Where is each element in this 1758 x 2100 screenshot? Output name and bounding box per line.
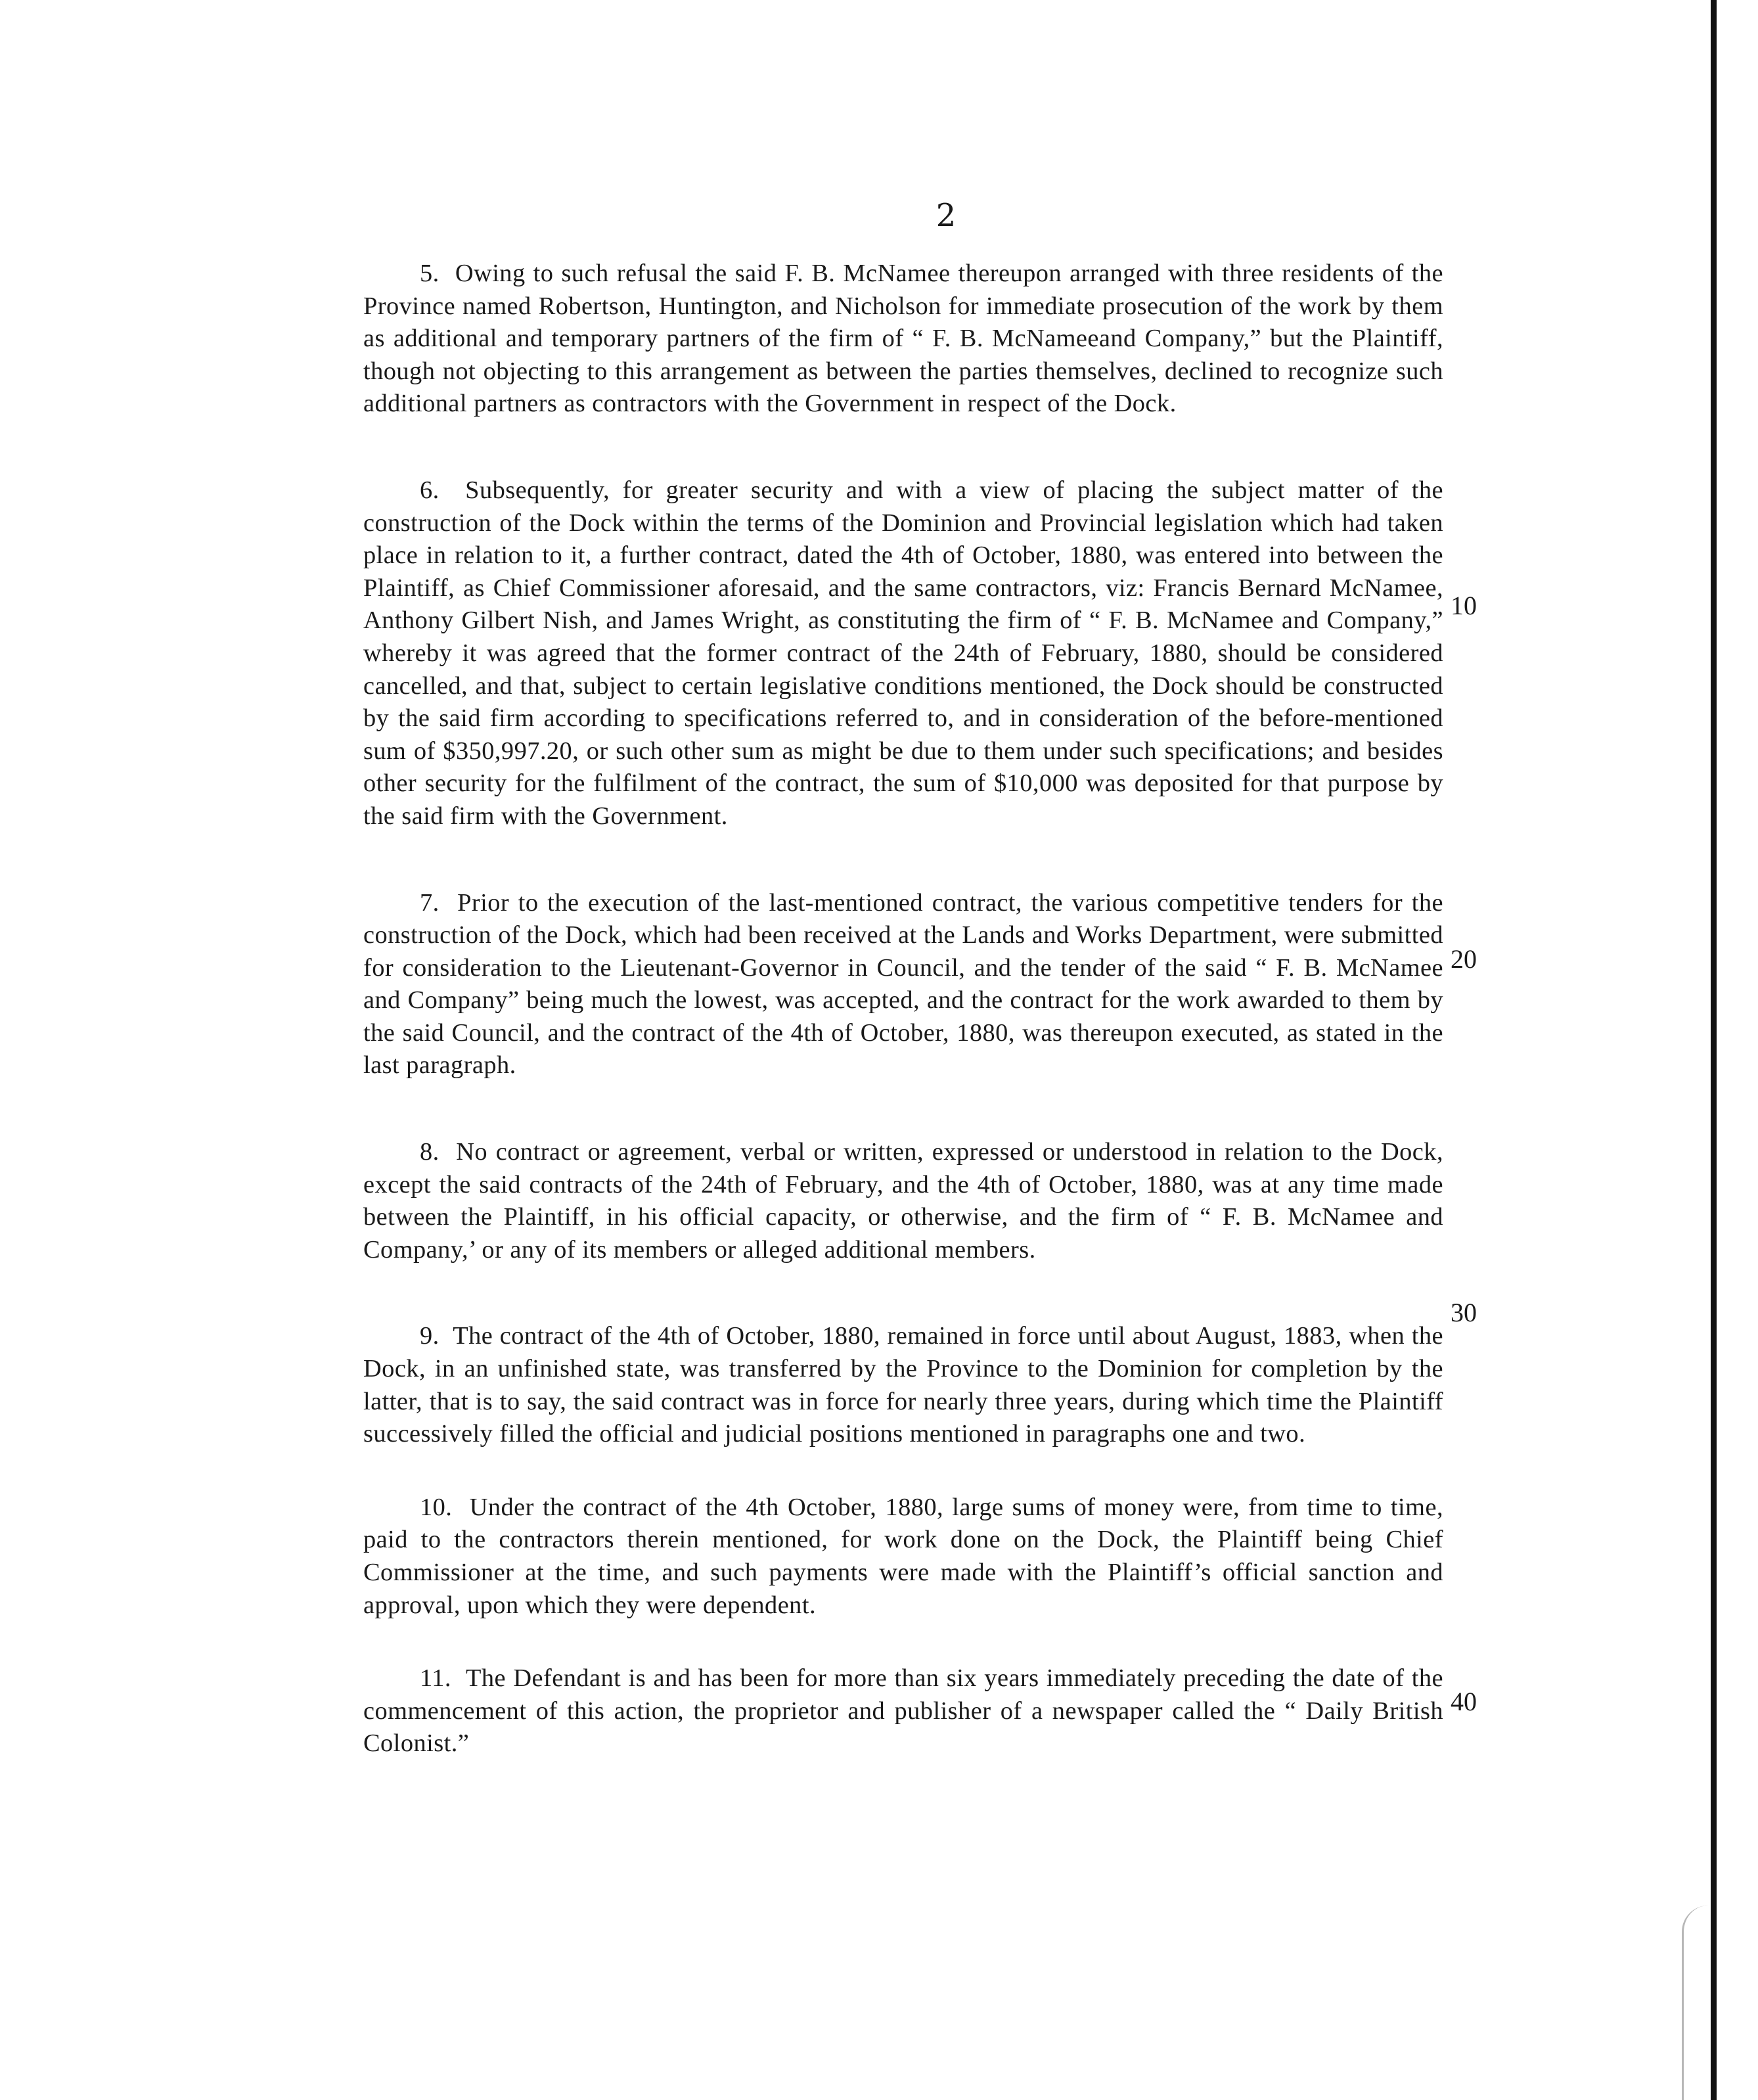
- paragraph-9: [363, 1320, 1443, 1450]
- paragraph-text: Owing to such refusal the said F. B. McNamee thereupon arranged with three residents of the Province named Robertson, Huntington, and Nicholson for immediate prosecution of the work by them as additional and temporary partners of the firm of “ F. B. McNameeand Company,” but the Plaintiff, though not objecting to this arrangement as between the parties themselves, declined to recognize such additional partners as contractors with the Government in respect of the Dock.: [363, 260, 1443, 418]
- paragraph-7: [363, 887, 1443, 1083]
- paragraph-11: [363, 1662, 1443, 1760]
- paragraph-number: 5.: [420, 260, 440, 287]
- margin-line-number: 40: [1451, 1687, 1477, 1716]
- paragraph-text: Under the contract of the 4th October, 1880, large sums of money were, from time to time, paid to the contractors therein mentioned, for work done on the Dock, the Plaintiff being Chief Commissioner at the time, and such payments were made with the Plaintiff’s official sanction and approval, upon which they were dependent.: [363, 1493, 1443, 1619]
- margin-line-number: 20: [1451, 944, 1477, 974]
- paragraph-number: 10.: [420, 1493, 453, 1521]
- paragraph-text: No contract or agreement, verbal or written, expressed or understood in relation to the Dock, except the said contracts of the 24th of February, and the 4th of October, 1880, was at any time made between the Plaintiff, in his official capacity, or otherwise, and the firm of “ F. B. McNamee and Company,’ or any of its members or alleged additional members.: [363, 1138, 1443, 1264]
- document-body: [363, 258, 1443, 1801]
- paragraph-text: Prior to the execution of the last-mentioned contract, the various competitive tenders for the construction of the Dock, which had been received at the Lands and Works Department, were submitted for consideration to the Lieutenant-Governor in Council, and the tender of the said “ F. B. McNamee and Company” being much the lowest, was accepted, and the contract for the work awarded to them by the said Council, and the contract of the 4th of October, 1880, was thereupon executed, as stated in the last paragraph.: [363, 888, 1443, 1080]
- paragraph-8: [363, 1136, 1443, 1266]
- margin-line-number: 10: [1451, 591, 1477, 620]
- page-number: 2: [935, 197, 957, 234]
- paragraph-text: The contract of the 4th of October, 1880, remained in force until about August, 1883, when the Dock, in an unfinished state, was transferred by the Province to the Dominion for completion by the latter, that is to say, the said contract was in force for nearly three years, during which time the Plaintiff successively filled the official and judicial positions mentioned in paragraphs one and two.: [363, 1322, 1443, 1448]
- paragraph-10: [363, 1492, 1443, 1622]
- paragraph-number: 7.: [420, 888, 440, 917]
- paragraph-number: 9.: [420, 1322, 440, 1350]
- paragraph-number: 8.: [420, 1138, 440, 1166]
- page-curl: [1682, 1906, 1758, 2100]
- paragraph-5: [363, 258, 1443, 421]
- paragraph-text: Subsequently, for greater security and with a view of placing the subject matter of the construction of the Dock within the terms of the Dominion and Provincial legislation which had taken place in relation to it, a further contract, dated the 4th of October, 1880, was entered into between the Plaintiff, as Chief Commissioner aforesaid, and the same contractors, viz: Francis Bernard McNamee, Anthony Gilbert Nish, and James Wright, as constituting the firm of “ F. B. McNamee and Company,” whereby it was agreed that the former contract of the 24th of February, 1880, should be considered cancelled, and that, subject to certain legislative conditions mentioned, the Dock should be constructed by the said firm according to specifications referred to, and in consideration of the before-mentioned sum of $350,997.20, or such other sum as might be due to them under such specifications; and besides other security for the fulfilment of the contract, the sum of $10,000 was deposited for that purpose by the said firm with the Government.: [363, 476, 1443, 830]
- paragraph-number: 6.: [420, 476, 440, 504]
- paragraph-6: [363, 474, 1443, 833]
- paragraph-text: The Defendant is and has been for more than six years immediately preceding the date of the commencement of this action, the proprietor and publisher of a newspaper called the “ Daily British Colonist.”: [363, 1664, 1443, 1758]
- paragraph-number: 11.: [420, 1664, 451, 1693]
- margin-line-number: 30: [1451, 1298, 1477, 1327]
- page-edge-shadow: [1711, 0, 1717, 2100]
